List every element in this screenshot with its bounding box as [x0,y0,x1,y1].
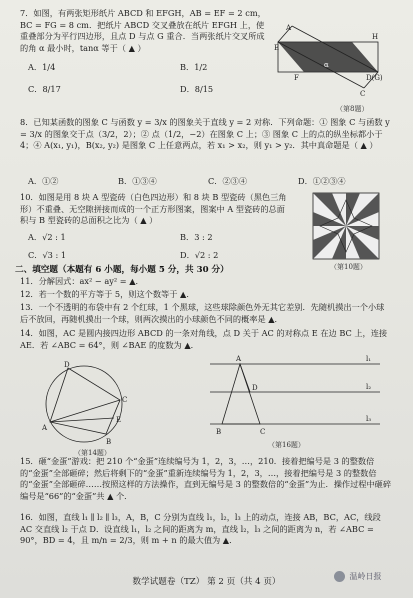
q7-option-a: A．1/4 [28,62,56,72]
q8-option-b: B．①③④ [118,176,157,186]
question-13: 13．一个不透明的布袋中有 2 个红球，1 个黑球，这些球除颜色外无其它差别．先随机摸出一个小球后不放回，再随机摸出一个球，则两次摸出的小球颜色不同的概率是 ▲． [20,302,385,324]
figure-q10-tile-pattern [312,192,380,260]
watermark-text: 温岭日报 [349,572,382,581]
q14-label-c: C [122,396,128,404]
q10-option-c: C．√3 : 1 [28,250,67,260]
q7-option-d: D．8/15 [180,84,214,94]
q10-option-d: D．√2 : 2 [180,250,219,260]
figure-q7 [274,22,386,102]
label-l2: l₂ [366,383,372,391]
figure-q16-parallel-lines [210,350,380,440]
question-10 [20,192,288,227]
question-12: 12．若一个数的平方等于 5，则这个数等于 ▲． [20,289,195,299]
q10-option-a: A．√2 : 1 [28,232,66,242]
watermark-logo-icon [334,571,345,582]
label-a: A [286,24,292,32]
figure-q14-circle [36,360,136,450]
q7-option-b: B．1/2 [180,62,208,72]
q16-caption: （第16题） [268,441,305,449]
question-7 [20,8,266,54]
q14-label-e: E [116,416,122,424]
q16-label-c: C [260,428,266,436]
q8-option-d: D．①②③④ [298,176,346,186]
question-7-text: 7．如图，有两张矩形纸片 ABCD 和 EFGH，AB = EF = 2 cm，BC = FG = 8 cm．把纸片 ABCD 交叉叠放在纸片 EFGH 上，使重叠部分为平行四边形，且点 D 与点 G 重合．当两张纸片交叉所成的角 α 最小时，tanα 等于（ ▲ ） [20,8,266,53]
label-e: E [274,44,280,52]
question-11: 11．分解因式：ax² − ay² = ▲． [20,276,144,286]
question-15: 15．砸“金蛋”游戏：把 210 个“金蛋”连续编号为 1，2，3，…，210．接着把编号是 3 的整数倍的“金蛋”全部砸碎；然后将剩下的“金蛋”重新连续编号为 1，2，3，…，接着把编号是 3 的整数倍的“金蛋”全部砸碎……按照这样的方法操作，直到无编号是 3 的整数倍的“金蛋”为止．操作过程中砸碎编号是“66”的“金蛋”共 ▲ 个． [20,456,392,501]
label-f: F [294,74,299,82]
q16-label-d: D [252,384,258,392]
q14-label-b: B [106,438,112,446]
label-l3: l₃ [366,415,372,423]
question-16: 16．如图，直线 l₁ ∥ l₂ ∥ l₃，A，B，C 分别为直线 l₁，l₂，l₃ 上的动点，连接 AB，BC，AC，线段 AC 交直线 l₂ 于点 D．设直线 l₁，l₂ 之间的距离为 m，直线 l₂，l₃ 之间的距离为 n，若 ∠ABC = 90°，BD = 4，且 m/n = 2/3，则 m + n 的最大值为 ▲． [20,512,381,545]
q7-caption: （第8题） [336,105,369,113]
question-8-text: 8．已知某函数的图象 C 与函数 y = 3/x 的图象关于直线 y = 2 对称．下列命题：① 图象 C 与函数 y = 3/x 的图象交于点（3/2，2）；② 点（1/2，−2）在图象 C 上；③ 图象 C 上的点的纵坐标都小于 4；④ A(x₁, y₁)，B(x₂, y₂) 是图象 C 上任意两点，若 x₁ > x₂，则 y₁ > y₂．其中真命题是（ ▲ ） [20,117,390,150]
q7-option-c: C．8/17 [28,84,61,94]
label-l1: l₁ [366,355,372,363]
label-h: H [372,33,379,41]
label-alpha: α [324,61,329,69]
page-footer: 数学试题卷（TZ） 第 2 页（共 4 页） [132,577,281,587]
section-fill-in-heading: 二、填空题（本题有 6 小题，每小题 5 分，共 30 分） [15,265,229,275]
q14-label-a: A [42,424,48,432]
q16-label-a: A [236,355,242,363]
q8-option-c: C．②③④ [208,176,248,186]
q10-caption: （第10题） [330,263,367,271]
question-8 [20,117,392,152]
q8-option-a: A．①② [28,176,59,186]
q16-label-b: B [216,428,222,436]
question-10-text: 10．如图是用 8 块 A 型瓷砖（白色四边形）和 8 块 B 型瓷砖（黑色三角形）不重叠、无空隙拼接而成的一个正方形图案，图案中 A 型瓷砖的总面积与 B 型瓷砖的总面积之比为（ ▲ ） [20,192,287,225]
question-14-text: 14．如图，AC 是圆内接四边形 ABCD 的一条对角线，点 D 关于 AC 的对称点 E 在边 BC 上，连接 AE．若 ∠ABC = 64°，则 ∠BAE 的度数为 ▲． [20,328,388,350]
label-dg: D(G) [366,74,383,82]
question-14 [20,328,392,351]
q14-label-d: D [64,361,70,369]
q10-option-b: B．3 : 2 [180,232,213,242]
q14-caption: （第14题） [74,449,111,457]
label-c: C [360,90,366,98]
watermark [334,571,382,582]
